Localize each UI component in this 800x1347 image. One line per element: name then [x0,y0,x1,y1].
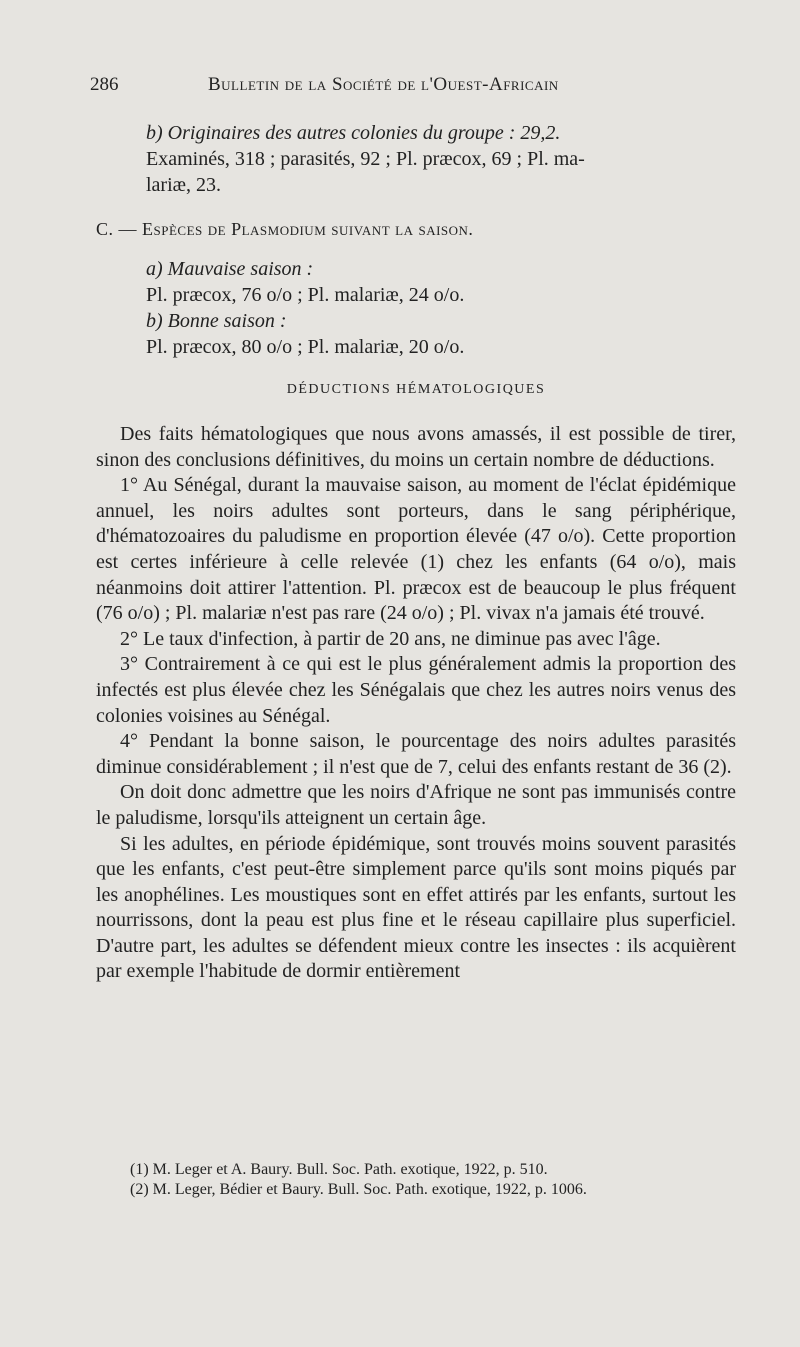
section-b-line-2: Examinés, 318 ; parasités, 92 ; Pl. præcox, 69 ; Pl. ma- [146,148,585,170]
page-body [96,120,736,985]
section-c-content [96,256,736,360]
deductions-paragraph: 1° Au Sénégal, durant la mauvaise saison, au moment de l'éclat épidémique annuel, les noirs adultes sont porteurs, dans le sang périphérique, d'hématozoaires du paludisme en proportion élevée (47 o/o). Cette proportion est certes inférieure à celle relevée (1) chez les enfants (64 o/o), mais néanmoins doit attirer l'attention. Pl. præcox est de beaucoup le plus fréquent (76 o/o) ; Pl. malariæ n'est pas rare (24 o/o) ; Pl. vivax n'a jamais été trouvé. [96,474,736,625]
section-c-b-values: Pl. præcox, 80 o/o ; Pl. malariæ, 20 o/o. [146,336,465,358]
running-head: Bulletin de la Société de l'Ouest-Africain [208,74,559,95]
footnotes [130,1160,730,1200]
page-number: 286 [90,74,119,95]
deductions-title: DÉDUCTIONS HÉMATOLOGIQUES [286,382,546,397]
section-b-line-3: lariæ, 23. [146,174,221,196]
deductions-body [96,422,736,985]
deductions-paragraph: Des faits hématologiques que nous avons amassés, il est possible de tirer, sinon des conclusions définitives, du moins un certain nombre de déductions. [96,423,736,471]
footnote-2: (2) M. Leger, Bédier et Baury. Bull. Soc. Path. exotique, 1922, p. 1006. [130,1181,587,1198]
deductions-paragraph: On doit donc admettre que les noirs d'Afrique ne sont pas immunisés contre le paludisme, lorsqu'ils atteignent un certain âge. [96,781,736,829]
deductions-paragraph: Si les adultes, en période épidémique, sont trouvés moins souvent parasités que les enfants, c'est peut-être simplement parce qu'ils sont moins piqués par les anophélines. Les moustiques sont en effet attirés par les enfants, surtout les nourrissons, dont la peau est plus fine et le réseau capillaire plus superficiel. D'autre part, les adultes se défendent mieux contre les insectes : ils acquièrent par exemple l'habitude de dormir entièrement [96,832,736,983]
section-b-line-1: b) Originaires des autres colonies du groupe : 29,2. [146,122,561,144]
section-c-a-values: Pl. præcox, 76 o/o ; Pl. malariæ, 24 o/o. [146,284,465,306]
footnote-1: (1) M. Leger et A. Baury. Bull. Soc. Path. exotique, 1922, p. 510. [130,1161,548,1178]
deductions-paragraph: 3° Contrairement à ce qui est le plus généralement admis la proportion des infectés est plus élevée chez les Sénégalais que chez les autres noirs venus des colonies voisines au Sénégal. [96,653,736,727]
section-c-b-label: b) Bonne saison : [146,310,287,332]
deductions-paragraph: 2° Le taux d'infection, à partir de 20 ans, ne diminue pas avec l'âge. [120,627,661,650]
section-c-a-label: a) Mauvaise saison : [146,258,314,280]
deductions-paragraph: 4° Pendant la bonne saison, le pourcentage des noirs adultes parasités diminue considérablement ; il n'est que de 7, celui des enfants restant de 36 (2). [96,730,736,778]
section-b-other-colonies [96,120,736,198]
section-c-heading: C. — Espèces de Plasmodium suivant la saison. [96,219,474,239]
